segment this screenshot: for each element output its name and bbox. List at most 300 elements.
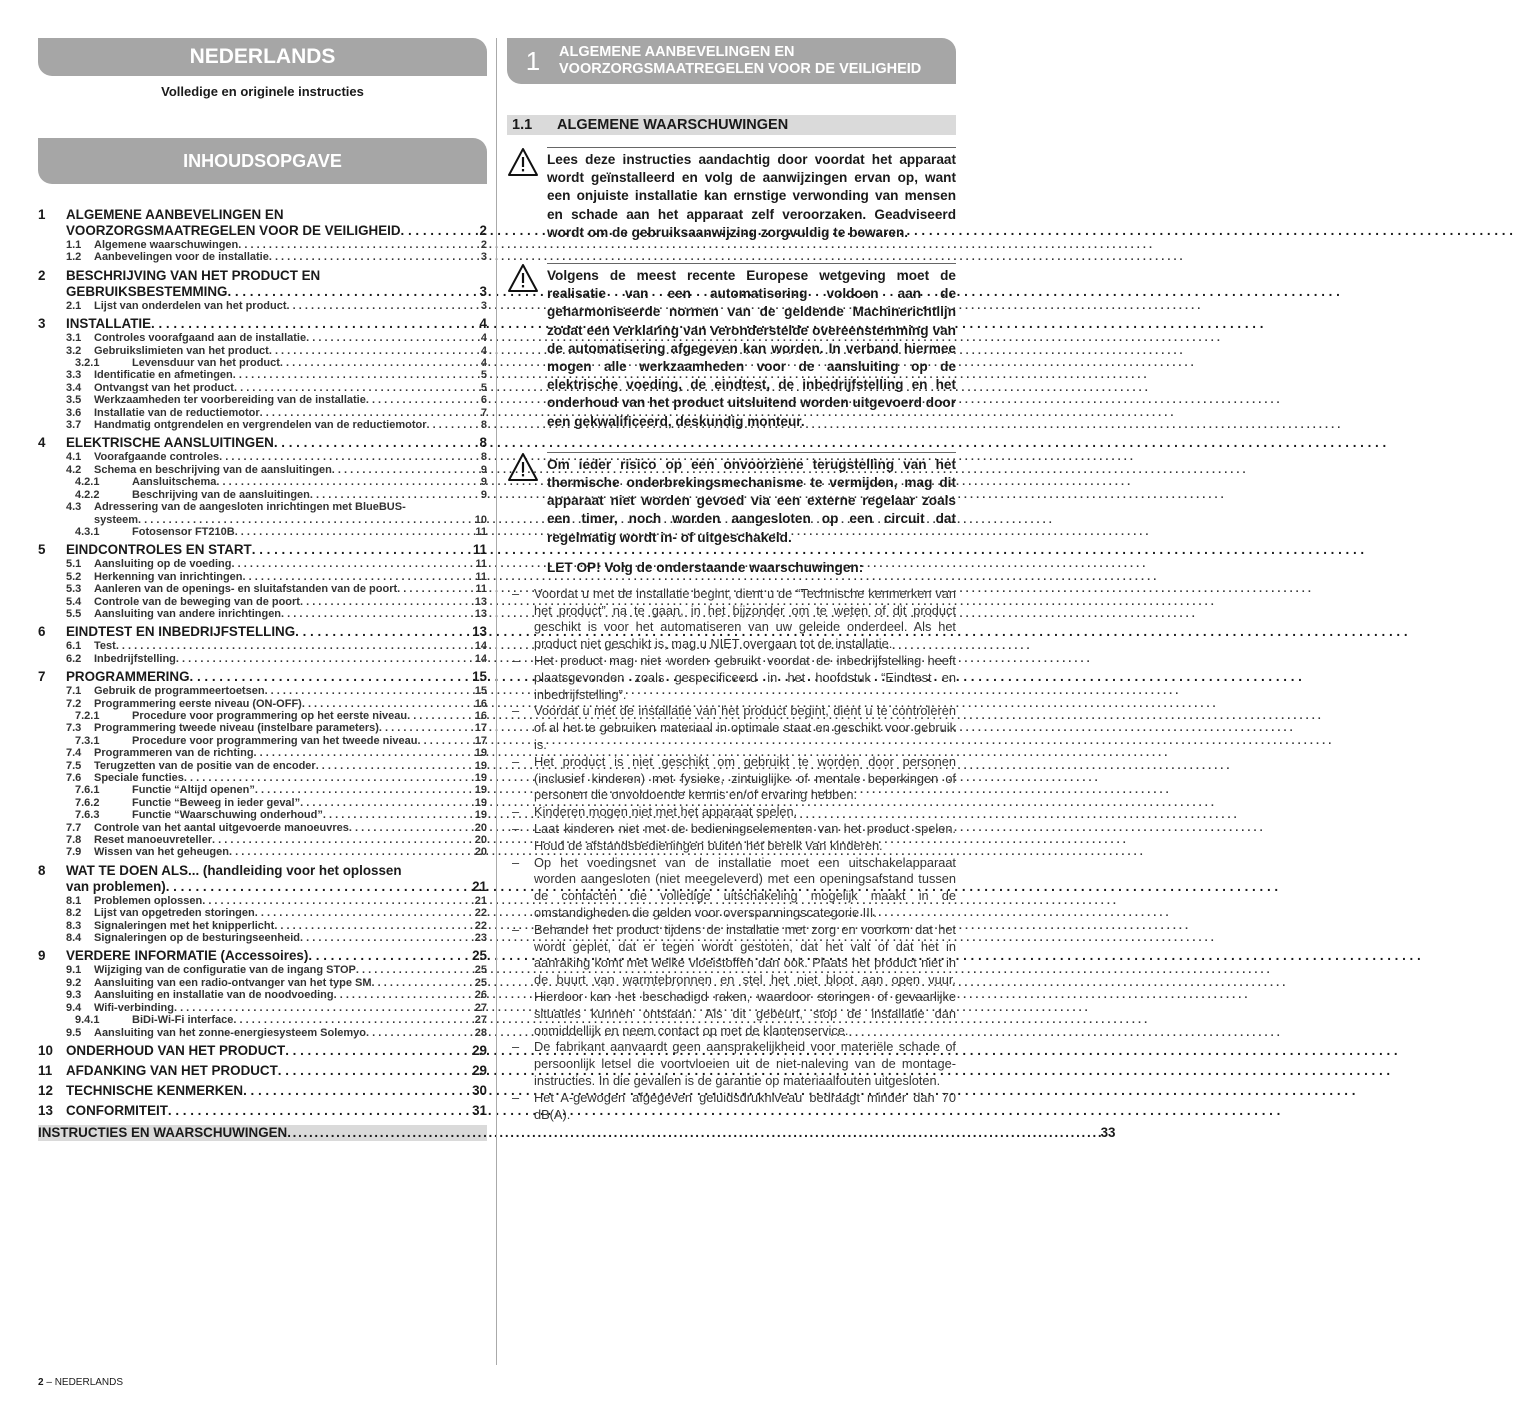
toc-subsection-title: Herkenning van inrichtingen — [94, 570, 243, 583]
toc-subsection-page: 13 — [474, 607, 487, 620]
toc-subsection[interactable] — [66, 710, 487, 722]
dot-leader — [260, 407, 481, 419]
toc-chapter-line — [66, 542, 487, 558]
toc-chapter[interactable] — [38, 207, 487, 264]
toc-chapter[interactable] — [38, 948, 487, 1038]
toc-subsection[interactable] — [66, 369, 487, 381]
toc-subsection-line — [132, 809, 487, 821]
toc-chapter[interactable] — [38, 669, 487, 859]
toc-subsection-body — [94, 772, 487, 784]
toc-subsection-number: 4.3.1 — [75, 525, 100, 538]
toc-subsection-number: 5.3 — [66, 583, 82, 596]
toc-subsection-title: BiDi-Wi-Fi interface — [132, 1014, 234, 1027]
subsection-heading — [507, 115, 956, 135]
dot-leader — [427, 419, 481, 431]
attention-heading: LET OP! Volg de onderstaande waarschuwingen: — [547, 559, 864, 575]
warning-triangle-icon — [507, 147, 547, 242]
toc-footer-title: INSTRUCTIES EN WAARSCHUWINGEN — [38, 1124, 288, 1140]
dot-leader — [332, 464, 481, 476]
toc-subsection-title: Functie “Waarschuwing onderhoud” — [132, 809, 323, 822]
toc-subsection-body — [94, 394, 487, 406]
toc-subsection-body — [94, 558, 487, 570]
dot-leader — [243, 571, 476, 583]
toc-subsection-page: 27 — [474, 1001, 487, 1014]
toc-subsection-title: Terugzetten van de positie van de encoder — [94, 759, 316, 772]
dot-leader — [255, 907, 475, 919]
toc-subsection-line — [94, 514, 487, 526]
list-item — [507, 703, 956, 753]
toc-subsection-page: 19 — [474, 796, 487, 809]
toc-subsection-page: 19 — [474, 809, 487, 822]
list-item-text: Het product mag niet worden gebruikt voordat de inbedrijfstelling heeft plaatsgevonden zoals gespecificeerd in het hoofdstuk “Eindtest en inbedrijfstelling”. — [534, 653, 956, 702]
toc-subsection[interactable] — [66, 501, 487, 526]
bullet-dash: – — [512, 753, 520, 769]
toc-subsection[interactable] — [66, 526, 487, 538]
bullet-dash: – — [512, 1039, 520, 1055]
dot-leader — [269, 251, 481, 263]
section-number: 1 — [525, 45, 541, 76]
toc-subsection-number: 7.3 — [66, 722, 82, 735]
table-of-contents — [38, 207, 487, 1119]
toc-subsection[interactable] — [66, 571, 487, 583]
dot-leader — [295, 624, 472, 640]
toc-subsection-page: 20 — [474, 846, 487, 859]
toc-subsection-title: Programmering tweede niveau (instelbare parameters) — [94, 722, 379, 735]
toc-chapter-line — [66, 1063, 487, 1079]
toc-subsection-line — [94, 345, 487, 357]
toc-subsection-number: 7.6 — [66, 772, 82, 784]
dot-leader — [280, 357, 481, 369]
toc-subsection-line — [94, 369, 487, 381]
toc-subsection-body — [94, 1027, 487, 1039]
toc-subsection-number: 7.2.1 — [75, 709, 100, 722]
toc-subsection-page: 11 — [475, 570, 487, 583]
toc-subsection[interactable] — [66, 735, 487, 747]
toc-subsection-number: 7.8 — [66, 834, 82, 847]
toc-subsection[interactable] — [66, 382, 487, 394]
toc-chapter-page: 13 — [472, 624, 487, 640]
toc-subsection-body — [94, 932, 487, 944]
bullet-dash: – — [512, 921, 520, 937]
toc-subsection[interactable] — [66, 464, 487, 476]
list-item — [507, 922, 956, 1040]
toc-subsection[interactable] — [66, 608, 487, 620]
toc-subsection-number: 4.1 — [66, 451, 82, 464]
toc-chapter-title: ONDERHOUD VAN HET PRODUCT — [66, 1042, 286, 1058]
language-title: NEDERLANDS — [38, 38, 487, 76]
toc-chapter-title: BESCHRIJVING VAN HET PRODUCT EN — [66, 267, 321, 283]
toc-subsection-number: 3.6 — [66, 406, 82, 419]
list-item — [507, 653, 956, 703]
toc-subsection-line — [94, 571, 487, 583]
section-title-line: VOORZORGSMAATREGELEN VOOR DE VEILIGHEID — [559, 61, 922, 77]
toc-subsection-line — [94, 419, 487, 431]
toc-subsection-page: 28 — [474, 1026, 487, 1039]
toc-subsection-number: 7.7 — [66, 821, 82, 834]
toc-subsection[interactable] — [66, 722, 487, 734]
dot-leader — [274, 435, 480, 451]
toc-subsection-body — [94, 608, 487, 620]
toc-chapter-line — [66, 948, 487, 964]
toc-subsection[interactable] — [66, 698, 487, 710]
toc-subsection-body — [94, 698, 487, 710]
toc-subsection[interactable] — [66, 407, 487, 419]
toc-subsection[interactable] — [66, 596, 487, 608]
dot-leader — [417, 735, 474, 747]
toc-subsection-number: 9.2 — [66, 976, 82, 989]
dot-leader — [287, 300, 481, 312]
toc-subsection-number: 7.3.1 — [75, 734, 100, 747]
dot-leader — [235, 526, 476, 538]
toc-subsection[interactable] — [66, 357, 487, 369]
toc-subsection-body — [94, 989, 487, 1001]
toc-subsection-number: 7.9 — [66, 846, 82, 859]
dot-leader — [349, 822, 475, 834]
toc-chapter[interactable] — [38, 268, 487, 312]
toc-subsection-body — [94, 571, 487, 583]
toc-subsection[interactable] — [66, 797, 487, 809]
dot-leader — [216, 476, 481, 488]
toc-subsection-page: 23 — [474, 932, 487, 945]
toc-subsection[interactable] — [66, 419, 487, 431]
toc-subsection[interactable] — [66, 394, 487, 406]
toc-subsection-number: 8.2 — [66, 907, 82, 920]
warning-triangle-icon — [507, 452, 547, 547]
toc-subsection-title: Gebruik de programmeertoetsen — [94, 685, 265, 698]
toc-subsection-line — [94, 407, 487, 419]
toc-subsection-line — [94, 608, 487, 620]
toc-chapter-title: CONFORMITEIT — [66, 1102, 168, 1118]
toc-subsection[interactable] — [66, 583, 487, 595]
page-number: 2 — [38, 1377, 44, 1388]
dot-leader — [138, 514, 475, 526]
dot-leader — [285, 1043, 472, 1059]
toc-subsection[interactable] — [66, 760, 487, 772]
toc-subsection[interactable] — [66, 834, 487, 846]
toc-subsection-title: Aansluiting van het zonne-energiesysteem Solemyo — [94, 1026, 367, 1039]
toc-chapter-page: 29 — [472, 1062, 487, 1078]
toc-chapter-title: INSTALLATIE — [66, 316, 152, 332]
toc-subsection-title: Aansluiting op de voeding — [94, 558, 232, 571]
toc-subsection[interactable] — [66, 476, 487, 488]
toc-subsection-title: Aanleren van de openings- en sluitafstanden van de poort — [94, 583, 398, 596]
dot-leader — [334, 989, 475, 1001]
list-item-text: Op het voedingsnet van de installatie moet een uitschakelapparaat worden aangesloten (niet meegeleverd) met een openingsafstand tussen de contacten die volledige uitschakeling mogelijk maakt in de omstandigheden die gelden voor overspanningscategorie III. — [534, 854, 956, 920]
toc-subsection[interactable] — [66, 1014, 487, 1026]
toc-chapter-page: 15 — [472, 669, 487, 685]
toc-subsection-page: 2 — [480, 239, 487, 251]
toc-subsection-number: 7.4 — [66, 747, 82, 760]
warning-text: Lees deze instructies aandachtig door voordat het apparaat wordt geïnstalleerd en volg de aanwijzingen ervan op, want een onjuiste installatie kan ernstige verwonding van mensen en schade aan het apparaat zelf veroorzaken. Geadviseerd wordt om de gebruiksaanwijzing zorgvuldig te bewaren. — [547, 147, 956, 242]
dot-leader — [233, 1014, 474, 1026]
toc-subsection-line — [94, 722, 487, 734]
toc-subsection[interactable] — [66, 451, 487, 463]
dot-leader — [274, 920, 474, 932]
toc-subsection-page: 8 — [480, 419, 487, 432]
toc-subsection-body — [94, 382, 487, 394]
toc-subsection-title: Controle van de beweging van de poort — [94, 595, 300, 608]
toc-chapter-body — [66, 624, 487, 665]
dot-leader — [232, 558, 476, 570]
toc-subsection-line — [94, 747, 487, 759]
warning-text: Volgens de meest recente Europese wetgeving moet de realisatie van een automatisering voldoen aan de geharmoniseerde normen van de geldende Machinerichtlijn zodat een verklaring van veronderstelde overeenstemming van de automatisering afgegeven kan worden. In verband hiermee mogen alle werkzaamheden voor de aansluiting op de elektrische voeding, de eindtest, de inbedrijfstelling en het onderhoud van het product uitsluitend worden uitgevoerd door een gekwalificeerd, deskundig monteur. — [547, 263, 956, 431]
toc-subsection-number: 6.1 — [66, 640, 82, 653]
toc-subsection-number: 3.3 — [66, 369, 82, 382]
toc-chapter-title: VERDERE INFORMATIE (Accessoires) — [66, 948, 309, 964]
list-item-text: Voordat u met de installatie begint, dient u de “Technische kenmerken van het product” na te gaan, in het bijzonder om te weten of dit product geschikt is voor het automatiseren van uw geleide onderdeel. Als het product niet geschikt is, mag u NIET overgaan tot de installatie. — [534, 585, 956, 652]
toc-subsection[interactable] — [66, 747, 487, 759]
toc-chapter-number: 7 — [38, 669, 46, 685]
toc-subsection[interactable] — [66, 345, 487, 357]
toc-subsection-title: Werkzaamheden ter voorbereiding van de installatie — [94, 394, 366, 407]
toc-subsection-number: 5.2 — [66, 570, 82, 583]
list-item-text: Laat kinderen niet met de bedieningselementen van het product spelen. Houd de afstandsbedieningen buiten het bereik van kinderen. — [534, 821, 956, 853]
toc-subsection-title: Reset manoeuvreteller — [94, 834, 212, 847]
toc-subsection-body — [94, 369, 487, 381]
toc-subsection-page: 19 — [474, 784, 487, 797]
toc-subsection-number: 7.6.2 — [75, 796, 100, 809]
toc-footer[interactable] — [38, 1124, 1116, 1141]
warning-triangle-icon — [507, 263, 547, 431]
toc-subsection-title: Procedure voor programmering van het tweede niveau — [132, 734, 418, 747]
dot-leader — [243, 1083, 472, 1099]
toc-chapter[interactable] — [38, 435, 487, 538]
dot-leader — [168, 1103, 472, 1119]
toc-subsection-body — [94, 239, 487, 251]
toc-chapter-page: 4 — [479, 316, 487, 332]
toc-subsection-title: Levensduur van het product — [132, 357, 280, 370]
toc-chapter-body — [66, 1103, 487, 1119]
toc-subsection-number: 3.1 — [66, 332, 82, 345]
list-item — [507, 1090, 956, 1124]
toc-chapter-number: 2 — [38, 267, 46, 283]
toc-chapter-title: AFDANKING VAN HET PRODUCT — [66, 1062, 278, 1078]
bullet-dash: – — [512, 804, 520, 820]
toc-subsection-number: 3.5 — [66, 394, 82, 407]
toc-chapter-title: van problemen) — [66, 878, 166, 894]
toc-subsection[interactable] — [66, 640, 487, 652]
bullet-dash: – — [512, 1089, 520, 1105]
toc-subsection-number: 3.7 — [66, 419, 82, 432]
dot-leader — [300, 596, 475, 608]
column-divider — [496, 38, 497, 1365]
dot-leader — [306, 332, 481, 344]
toc-subsection-number: 7.2 — [66, 697, 82, 710]
dot-leader — [151, 316, 480, 332]
toc-chapter[interactable] — [38, 316, 487, 431]
toc-subsection-number: 3.4 — [66, 381, 82, 394]
list-item-text: Het A-gewogen afgegeven geluidsdrukniveau bedraagt minder dan 70 dB(A). — [534, 1089, 956, 1122]
toc-subsection[interactable] — [66, 895, 487, 907]
toc-chapter[interactable] — [38, 1063, 487, 1079]
toc-chapter-page: 11 — [472, 542, 487, 558]
toc-subsection-page: 11 — [475, 525, 487, 538]
list-item-text: De fabrikant aanvaardt geen aansprakelijkheid voor materiële schade of persoonlijk letsel die voortvloeien uit de niet-naleving van de montage-instructies. In die gevallen is de garantie op materiaalfouten uitgesloten. — [534, 1039, 956, 1088]
toc-subsection-line — [132, 797, 487, 809]
toc-subsection[interactable] — [66, 685, 487, 697]
toc-subsection-body — [94, 464, 487, 476]
toc-subsection[interactable] — [66, 558, 487, 570]
list-item — [507, 1039, 956, 1089]
toc-subsection[interactable] — [66, 964, 487, 976]
toc-subsection-page: 14 — [474, 640, 487, 653]
toc-subsection-number: 7.1 — [66, 685, 82, 698]
toc-chapter-line — [66, 669, 487, 685]
toc-subsection-page: 17 — [474, 734, 487, 747]
dot-leader — [252, 542, 473, 558]
toc-subsection[interactable] — [66, 772, 487, 784]
toc-subsection[interactable] — [66, 809, 487, 821]
list-item-text: Voordat u met de installatie van het product begint, dient u te controleren of al het te gebruiken materiaal in optimale staat en geschikt voor gebruik is. — [534, 703, 956, 753]
dot-leader — [190, 669, 473, 685]
toc-subsection-body — [132, 357, 487, 369]
toc-subsection-title: Controle van het aantal uitgevoerde manoeuvres — [94, 821, 349, 834]
toc-chapter-number: 5 — [38, 542, 46, 558]
toc-subsection-page: 9 — [480, 488, 487, 501]
toc-chapter[interactable] — [38, 1103, 487, 1119]
toc-chapter-page: 3 — [479, 283, 487, 299]
toc-subsection-page: 25 — [474, 964, 487, 977]
toc-chapter-page: 8 — [479, 435, 487, 451]
toc-subsection-line — [94, 989, 487, 1001]
toc-subsection-page: 6 — [480, 394, 487, 407]
list-item-text: Het product is niet geschikt om gebruikt te worden door personen (inclusief kinderen) met fysieke, zintuiglijke of mentale beperkingen of personen die onvoldoende kennis en/of ervaring hebben. — [534, 753, 956, 803]
bullet-dash: – — [512, 703, 520, 719]
toc-subsection-line — [94, 760, 487, 772]
toc-chapter[interactable] — [38, 624, 487, 665]
toc-subsection[interactable] — [66, 846, 487, 858]
toc-chapter-line — [66, 879, 487, 895]
toc-subsection-body — [94, 332, 487, 344]
toc-subsection-number: 8.4 — [66, 932, 82, 945]
dot-leader — [234, 382, 481, 394]
toc-subsection-body — [132, 710, 487, 722]
dot-leader — [219, 451, 481, 463]
toc-subsection-page: 20 — [474, 834, 487, 847]
toc-subsection-line — [94, 1002, 487, 1014]
toc-subsection-body — [94, 653, 487, 665]
page-footer — [38, 1377, 123, 1388]
toc-chapter-title: EINDCONTROLES EN START — [66, 542, 252, 558]
dot-leader — [166, 879, 472, 895]
toc-subsection[interactable] — [66, 907, 487, 919]
toc-subsection-line — [94, 394, 487, 406]
dot-leader — [316, 760, 475, 772]
toc-subsection-line — [132, 526, 487, 538]
list-item — [507, 855, 956, 922]
toc-subsection-page: 13 — [474, 595, 487, 608]
toc-footer-page: 33 — [1100, 1124, 1116, 1140]
toc-chapter[interactable] — [38, 1083, 487, 1099]
toc-subsection-page: 16 — [474, 709, 487, 722]
toc-subsection-title: Procedure voor programmering op het eerste niveau — [132, 709, 408, 722]
toc-chapter-line — [66, 1083, 487, 1099]
toc-subsection-title: Handmatig ontgrendelen en vergrendelen van de reductiemotor — [94, 419, 427, 432]
toc-subsection[interactable] — [66, 989, 487, 1001]
dot-leader — [238, 239, 481, 251]
toc-chapter[interactable] — [38, 863, 487, 945]
toc-subsection-line — [94, 685, 487, 697]
toc-subsection[interactable] — [66, 977, 487, 989]
toc-subsection[interactable] — [66, 822, 487, 834]
dot-leader — [255, 784, 475, 796]
dot-leader — [401, 223, 480, 239]
toc-subsection-page: 19 — [474, 747, 487, 760]
warning-block — [507, 452, 956, 547]
toc-subsection-page: 17 — [474, 722, 487, 735]
toc-subsection[interactable] — [66, 784, 487, 796]
toc-subsection[interactable] — [66, 1002, 487, 1014]
toc-subsection-body — [94, 501, 487, 526]
toc-chapter[interactable] — [38, 1043, 487, 1059]
toc-chapter[interactable] — [38, 542, 487, 620]
toc-subsection-page: 5 — [480, 369, 487, 382]
subtitle: Volledige en originele instructies — [161, 84, 364, 99]
toc-subsection[interactable] — [66, 332, 487, 344]
toc-subsection-number: 4.3 — [66, 501, 82, 514]
toc-chapter-number: 4 — [38, 435, 46, 451]
toc-subsection-line — [94, 239, 487, 251]
dot-leader — [278, 1063, 472, 1079]
toc-subsection[interactable] — [66, 489, 487, 501]
toc-subsection-line — [94, 251, 487, 263]
dot-leader — [407, 710, 475, 722]
toc-subsection-number: 5.1 — [66, 558, 82, 571]
toc-subsection-page: 14 — [474, 652, 487, 665]
footer-separator: – — [43, 1377, 55, 1388]
toc-chapter-body — [66, 542, 487, 620]
toc-subsection-number: 6.2 — [66, 652, 82, 665]
toc-subsection[interactable] — [66, 932, 487, 944]
toc-subsection-title: Aansluiting van een radio-ontvanger van het type SM — [94, 976, 372, 989]
list-item-text: Behandel het product tijdens de installatie met zorg en voorkom dat het wordt geplet, dat er tegen wordt gestoten, dat het valt of dat het in aanraking komt met welke vloeistoffen dan ook. Plaats het product niet in de buurt van warmtebronnen en stel het niet bloot aan open vuur. Hierdoor kan het beschadigd raken, waardoor storingen of gevaarlijke situaties kunnen ontstaan. Als dit gebeurt, stop de installatie dan onmiddellijk en neem contact op met de klantenservice. — [534, 921, 956, 1038]
toc-subsection[interactable] — [66, 251, 487, 263]
toc-subsection-title: Functie “Beweeg in ieder geval” — [132, 796, 301, 809]
toc-subsection-line — [94, 300, 487, 312]
toc-subsection-title: Adressering van de aangesloten inrichtingen met BlueBUS- — [94, 501, 406, 514]
warning-block — [507, 147, 956, 242]
toc-subsection-number: 1.1 — [66, 239, 82, 251]
toc-subsection[interactable] — [66, 920, 487, 932]
toc-subsection-title-cont: systeem — [94, 513, 139, 526]
subsection-title: ALGEMENE WAARSCHUWINGEN — [557, 117, 789, 133]
toc-subsection-page: 19 — [474, 772, 487, 784]
toc-subsection-title: Lijst van opgetreden storingen — [94, 907, 255, 920]
toc-subsection-body — [94, 907, 487, 919]
warning-block — [507, 263, 956, 431]
toc-subsection[interactable] — [66, 300, 487, 312]
toc-subsection-number: 4.2 — [66, 463, 82, 476]
dot-leader — [254, 747, 475, 759]
toc-subsection[interactable] — [66, 653, 487, 665]
toc-subsection[interactable] — [66, 1027, 487, 1039]
toc-subsection-number: 4.2.2 — [75, 488, 100, 501]
toc-subsection-page: 4 — [480, 344, 487, 357]
toc-subsection[interactable] — [66, 239, 487, 251]
dot-leader — [302, 698, 475, 710]
dot-leader — [212, 834, 475, 846]
toc-subsection-body — [132, 476, 487, 488]
toc-subsection-title: Inbedrijfstelling — [94, 652, 176, 665]
toc-subsection-line — [94, 907, 487, 919]
list-item — [507, 821, 956, 855]
dot-leader — [379, 722, 475, 734]
toc-subsection-title: Programmering eerste niveau (ON-OFF) — [94, 697, 302, 710]
warning-text: Om ieder risico op een onvoorziene terugstelling van het thermische onderbrekingsmechanisme te vermijden, mag dit apparaat niet worden gevoed via een externe regelaar zoals een timer, noch worden aangesloten op een circuit dat regelmatig wordt in- of uitgeschakeld. — [547, 452, 956, 547]
toc-subsection-body — [94, 300, 487, 312]
toc-chapter-title: WAT TE DOEN ALS... (handleiding voor het oplossen — [66, 862, 402, 878]
toc-subsection-title: Test — [94, 640, 116, 653]
